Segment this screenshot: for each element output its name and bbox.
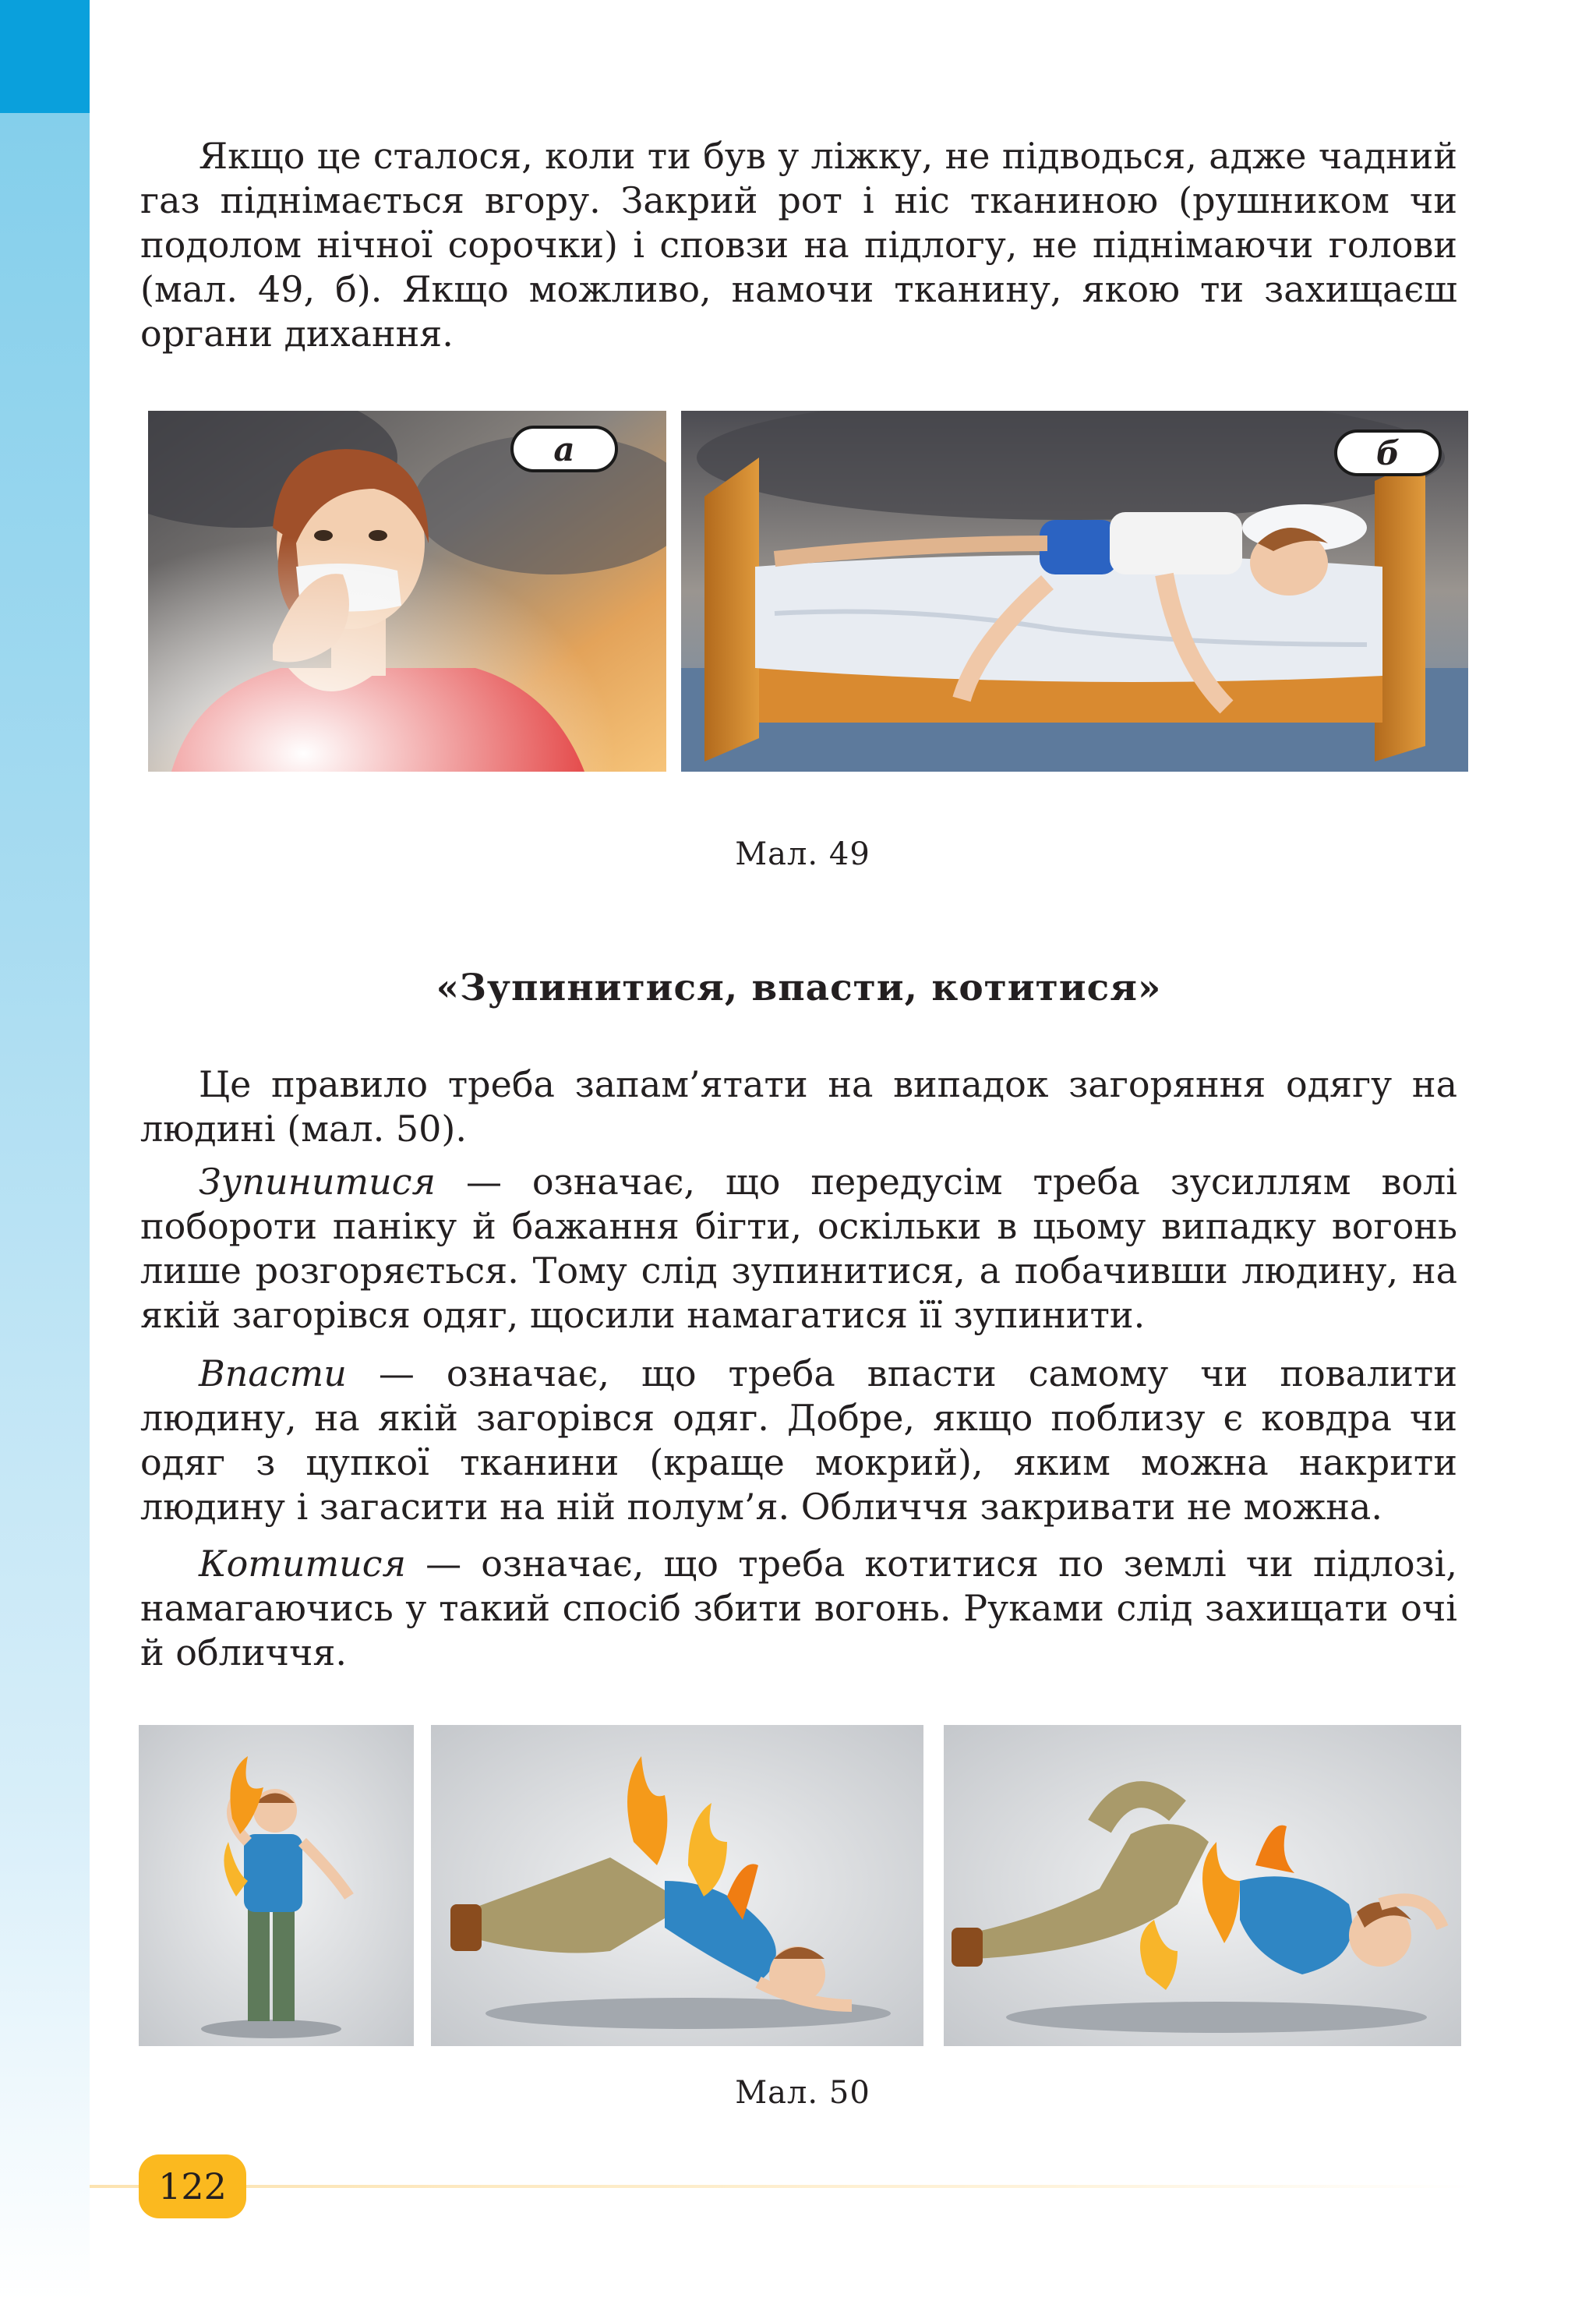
stop-paragraph [140, 1160, 1457, 1338]
figure-50-drop-image [431, 1725, 923, 2046]
footer-line [90, 2185, 1477, 2188]
figure-49a-label: а [510, 426, 618, 472]
figure-49b-label: б [1334, 429, 1442, 476]
rule-paragraph: Це правило треба запам’ятати на випадок загоряння одягу на людині (мал. 50). [140, 1063, 1457, 1150]
figure-50-caption: Мал. 50 [735, 2075, 870, 2111]
drop-text: — означає, що треба впасти самому чи повалити людину, на якій загорівся одяг. Добре, якщо поблизу є ковдра чи одяг з цупкої тканини (краще мокрий), яким можна накрити людину і загасити на ній полум’я. Обличчя закривати не можна. [140, 1352, 1457, 1528]
page-number: 122 [139, 2154, 246, 2218]
section-heading: «Зупинитися, впасти, котитися» [436, 967, 1162, 1009]
stop-text: — означає, що передусім треба зусиллям волі побороти паніку й бажання бігти, оскільки в цьому випадку вогонь лише розгоряється. Тому слід зупинитися, а побачивши людину, на якій загорівся одяг, щосили намагатися її зупинити. [140, 1161, 1457, 1336]
figure-50-roll-image [944, 1725, 1461, 2046]
roll-paragraph [140, 1542, 1457, 1675]
stop-term: Зупинитися [199, 1161, 436, 1203]
drop-paragraph [140, 1352, 1457, 1529]
figure-50-stop-image [139, 1725, 414, 2046]
chapter-tab [0, 0, 90, 113]
intro-paragraph: Якщо це сталося, коли ти був у ліжку, не підводься, адже чадний газ піднімається вгору. Закрий рот і ніс тканиною (рушником чи подолом нічної сорочки) і сповзи на підлогу, не піднімаючи голови (мал. 49, б). Якщо можливо, намочи тканину, якою ти захищаєш органи дихання. [140, 135, 1457, 355]
roll-text: — означає, що треба котитися по землі чи підлозі, намагаючись у такий спосіб збити вогонь. Руками слід захищати очі й обличчя. [140, 1543, 1457, 1674]
figure-49-caption: Мал. 49 [735, 836, 870, 872]
drop-term: Впасти [199, 1352, 347, 1394]
roll-term: Котитися [199, 1543, 407, 1585]
side-strip [0, 0, 90, 2301]
